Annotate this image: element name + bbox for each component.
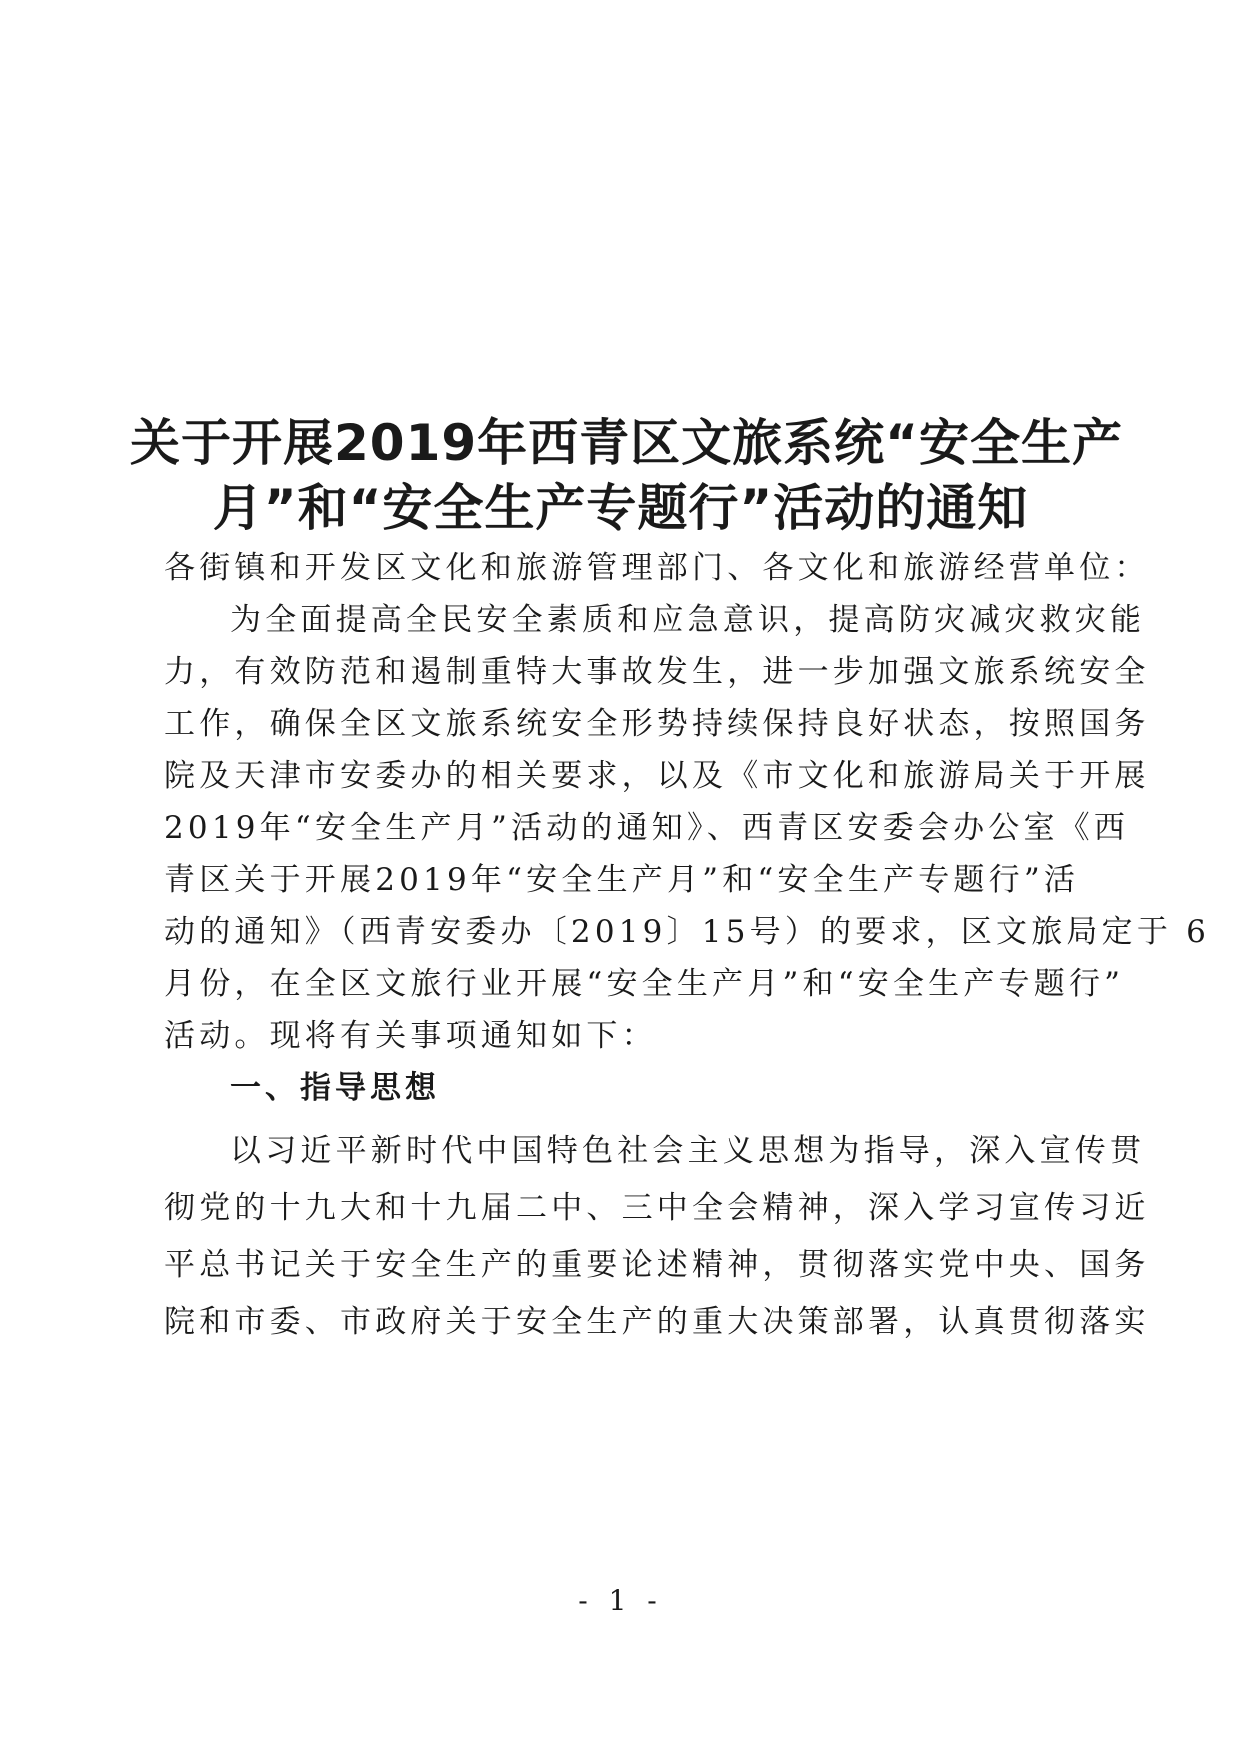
paragraph-1-line: 力，有效防范和遏制重特大事故发生，进一步加强文旅系统安全: [164, 654, 1150, 690]
paragraph-2-line: 院和市委、市政府关于安全生产的重大决策部署，认真贯彻落实: [164, 1304, 1150, 1340]
section-heading: 一、指导思想: [230, 1070, 440, 1106]
document-title-line-2: 月”和“安全生产专题行”活动的通知: [212, 479, 1029, 537]
page-number: - 1 -: [578, 1584, 663, 1617]
paragraph-1-line: 工作，确保全区文旅系统安全形势持续保持良好状态，按照国务: [164, 706, 1150, 742]
paragraph-1-line: 院及天津市安委办的相关要求，以及《市文化和旅游局关于开展: [164, 758, 1150, 794]
paragraph-2-line: 平总书记关于安全生产的重要论述精神，贯彻落实党中央、国务: [164, 1247, 1150, 1283]
paragraph-1-line: 活动。现将有关事项通知如下：: [164, 1018, 657, 1054]
salutation: 各街镇和开发区文化和旅游管理部门、各文化和旅游经营单位：: [164, 550, 1150, 586]
paragraph-1-line: 动的通知》（西青安委办〔2019〕15号）的要求，区文旅局定于 6: [164, 914, 1211, 950]
paragraph-2-line: 彻党的十九大和十九届二中、三中全会精神，深入学习宣传习近: [164, 1190, 1150, 1226]
paragraph-1-line: 2019年“安全生产月”活动的通知》、西青区安委会办公室《西: [164, 810, 1130, 846]
paragraph-1-line: 青区关于开展2019年“安全生产月”和“安全生产专题行”活: [164, 862, 1080, 898]
paragraph-1-line: 月份，在全区文旅行业开展“安全生产月”和“安全生产专题行”: [164, 966, 1125, 1002]
document-title-line-1: 关于开展2019年西青区文旅系统“安全生产: [130, 414, 1124, 472]
paragraph-1-line: 为全面提高全民安全素质和应急意识，提高防灾减灾救灾能: [230, 602, 1146, 638]
paragraph-2-line: 以习近平新时代中国特色社会主义思想为指导，深入宣传贯: [230, 1133, 1146, 1169]
